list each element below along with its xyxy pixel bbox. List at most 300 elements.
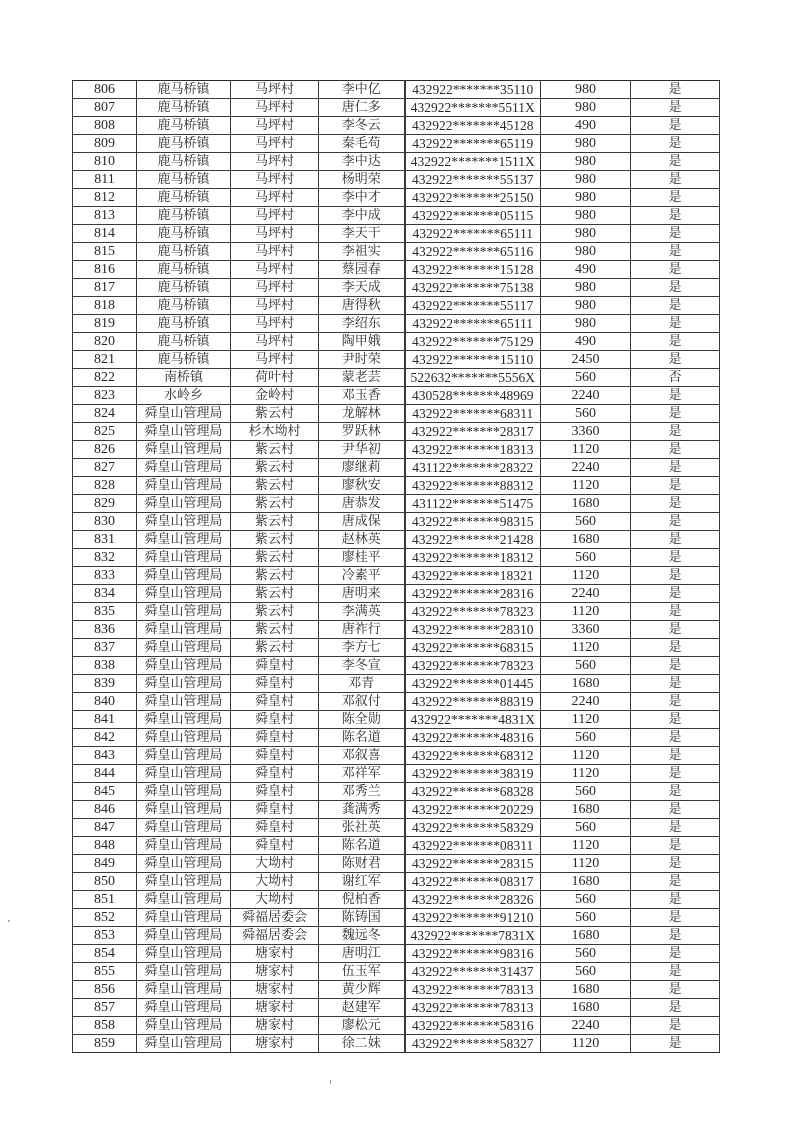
flag-cell: 是 xyxy=(631,441,720,459)
id-number-cell: 432922*******45128 xyxy=(405,117,541,135)
town-cell: 舜皇山管理局 xyxy=(137,657,231,675)
village-cell: 马坪村 xyxy=(231,261,319,279)
table-row xyxy=(73,873,720,891)
town-cell: 鹿马桥镇 xyxy=(137,153,231,171)
table-row xyxy=(73,603,720,621)
row-number: 845 xyxy=(73,783,137,801)
flag-cell: 是 xyxy=(631,711,720,729)
name-cell: 龙解林 xyxy=(319,405,405,423)
id-number-cell: 432922*******55137 xyxy=(405,171,541,189)
name-cell: 杨明荣 xyxy=(319,171,405,189)
row-number: 813 xyxy=(73,207,137,225)
village-cell: 舜福居委会 xyxy=(231,909,319,927)
table-row xyxy=(73,99,720,117)
row-number: 831 xyxy=(73,531,137,549)
row-number: 822 xyxy=(73,369,137,387)
amount-cell: 1120 xyxy=(541,837,631,855)
flag-cell: 是 xyxy=(631,117,720,135)
id-number-cell: 522632*******5556X xyxy=(405,369,541,387)
name-cell: 秦毛苟 xyxy=(319,135,405,153)
flag-cell: 是 xyxy=(631,891,720,909)
id-number-cell: 432922*******15110 xyxy=(405,351,541,369)
id-number-cell: 432922*******68311 xyxy=(405,405,541,423)
amount-cell: 3360 xyxy=(541,621,631,639)
amount-cell: 980 xyxy=(541,243,631,261)
table-row xyxy=(73,351,720,369)
table-row xyxy=(73,459,720,477)
row-number: 838 xyxy=(73,657,137,675)
row-number: 824 xyxy=(73,405,137,423)
town-cell: 舜皇山管理局 xyxy=(137,693,231,711)
village-cell: 紫云村 xyxy=(231,549,319,567)
town-cell: 舜皇山管理局 xyxy=(137,873,231,891)
village-cell: 马坪村 xyxy=(231,117,319,135)
name-cell: 张社英 xyxy=(319,819,405,837)
name-cell: 李天干 xyxy=(319,225,405,243)
amount-cell: 490 xyxy=(541,333,631,351)
flag-cell: 是 xyxy=(631,423,720,441)
village-cell: 金岭村 xyxy=(231,387,319,405)
id-number-cell: 432922*******28310 xyxy=(405,621,541,639)
village-cell: 马坪村 xyxy=(231,351,319,369)
amount-cell: 1120 xyxy=(541,567,631,585)
amount-cell: 560 xyxy=(541,891,631,909)
amount-cell: 1680 xyxy=(541,873,631,891)
amount-cell: 560 xyxy=(541,657,631,675)
town-cell: 舜皇山管理局 xyxy=(137,513,231,531)
town-cell: 舜皇山管理局 xyxy=(137,801,231,819)
town-cell: 舜皇山管理局 xyxy=(137,441,231,459)
village-cell: 紫云村 xyxy=(231,585,319,603)
amount-cell: 1120 xyxy=(541,603,631,621)
table-row xyxy=(73,963,720,981)
amount-cell: 1120 xyxy=(541,855,631,873)
flag-cell: 是 xyxy=(631,549,720,567)
town-cell: 鹿马桥镇 xyxy=(137,207,231,225)
village-cell: 舜皇村 xyxy=(231,837,319,855)
flag-cell: 是 xyxy=(631,729,720,747)
table-row xyxy=(73,999,720,1017)
id-number-cell: 432922*******18321 xyxy=(405,567,541,585)
amount-cell: 1120 xyxy=(541,747,631,765)
table-row xyxy=(73,495,720,513)
id-number-cell: 432922*******58327 xyxy=(405,1035,541,1053)
name-cell: 李冬云 xyxy=(319,117,405,135)
id-number-cell: 432922*******78323 xyxy=(405,657,541,675)
table-row xyxy=(73,279,720,297)
name-cell: 尹时荣 xyxy=(319,351,405,369)
flag-cell: 是 xyxy=(631,927,720,945)
row-number: 827 xyxy=(73,459,137,477)
scan-speck xyxy=(330,1080,331,1084)
amount-cell: 1120 xyxy=(541,477,631,495)
flag-cell: 是 xyxy=(631,657,720,675)
row-number: 807 xyxy=(73,99,137,117)
row-number: 843 xyxy=(73,747,137,765)
amount-cell: 980 xyxy=(541,189,631,207)
flag-cell: 是 xyxy=(631,945,720,963)
village-cell: 紫云村 xyxy=(231,495,319,513)
town-cell: 舜皇山管理局 xyxy=(137,891,231,909)
flag-cell: 是 xyxy=(631,621,720,639)
village-cell: 马坪村 xyxy=(231,315,319,333)
name-cell: 李方七 xyxy=(319,639,405,657)
flag-cell: 是 xyxy=(631,639,720,657)
amount-cell: 980 xyxy=(541,81,631,99)
town-cell: 舜皇山管理局 xyxy=(137,405,231,423)
table-row xyxy=(73,747,720,765)
amount-cell: 2240 xyxy=(541,693,631,711)
id-number-cell: 431122*******28322 xyxy=(405,459,541,477)
town-cell: 舜皇山管理局 xyxy=(137,423,231,441)
flag-cell: 是 xyxy=(631,387,720,405)
table-row xyxy=(73,765,720,783)
name-cell: 罗跃林 xyxy=(319,423,405,441)
town-cell: 舜皇山管理局 xyxy=(137,837,231,855)
flag-cell: 是 xyxy=(631,225,720,243)
row-number: 837 xyxy=(73,639,137,657)
row-number: 810 xyxy=(73,153,137,171)
row-number: 842 xyxy=(73,729,137,747)
amount-cell: 980 xyxy=(541,315,631,333)
town-cell: 鹿马桥镇 xyxy=(137,261,231,279)
name-cell: 唐祚行 xyxy=(319,621,405,639)
flag-cell: 是 xyxy=(631,459,720,477)
town-cell: 舜皇山管理局 xyxy=(137,639,231,657)
amount-cell: 1680 xyxy=(541,927,631,945)
id-number-cell: 432922*******68315 xyxy=(405,639,541,657)
table-row xyxy=(73,153,720,171)
amount-cell: 490 xyxy=(541,117,631,135)
town-cell: 舜皇山管理局 xyxy=(137,729,231,747)
flag-cell: 是 xyxy=(631,837,720,855)
village-cell: 舜皇村 xyxy=(231,801,319,819)
village-cell: 紫云村 xyxy=(231,441,319,459)
amount-cell: 1680 xyxy=(541,981,631,999)
name-cell: 李满英 xyxy=(319,603,405,621)
row-number: 809 xyxy=(73,135,137,153)
row-number: 849 xyxy=(73,855,137,873)
village-cell: 马坪村 xyxy=(231,243,319,261)
flag-cell: 是 xyxy=(631,765,720,783)
name-cell: 冷素平 xyxy=(319,567,405,585)
table-row xyxy=(73,639,720,657)
row-number: 829 xyxy=(73,495,137,513)
row-number: 853 xyxy=(73,927,137,945)
amount-cell: 1680 xyxy=(541,531,631,549)
table-row xyxy=(73,657,720,675)
town-cell: 鹿马桥镇 xyxy=(137,315,231,333)
village-cell: 马坪村 xyxy=(231,81,319,99)
amount-cell: 1120 xyxy=(541,441,631,459)
id-number-cell: 432922*******75138 xyxy=(405,279,541,297)
id-number-cell: 432922*******58329 xyxy=(405,819,541,837)
table-row xyxy=(73,297,720,315)
scan-speck xyxy=(8,920,10,922)
id-number-cell: 430528*******48969 xyxy=(405,387,541,405)
name-cell: 陈财君 xyxy=(319,855,405,873)
name-cell: 魏远冬 xyxy=(319,927,405,945)
village-cell: 紫云村 xyxy=(231,621,319,639)
id-number-cell: 432922*******28317 xyxy=(405,423,541,441)
town-cell: 鹿马桥镇 xyxy=(137,279,231,297)
town-cell: 舜皇山管理局 xyxy=(137,945,231,963)
table-row xyxy=(73,387,720,405)
id-number-cell: 432922*******18313 xyxy=(405,441,541,459)
village-cell: 塘家村 xyxy=(231,1035,319,1053)
id-number-cell: 432922*******78313 xyxy=(405,999,541,1017)
town-cell: 鹿马桥镇 xyxy=(137,243,231,261)
name-cell: 李中亿 xyxy=(319,81,405,99)
name-cell: 倪柏香 xyxy=(319,891,405,909)
amount-cell: 1680 xyxy=(541,675,631,693)
flag-cell: 否 xyxy=(631,369,720,387)
name-cell: 陈全勋 xyxy=(319,711,405,729)
town-cell: 舜皇山管理局 xyxy=(137,567,231,585)
flag-cell: 是 xyxy=(631,405,720,423)
town-cell: 舜皇山管理局 xyxy=(137,765,231,783)
amount-cell: 560 xyxy=(541,819,631,837)
table-row xyxy=(73,693,720,711)
name-cell: 陈铸国 xyxy=(319,909,405,927)
row-number: 818 xyxy=(73,297,137,315)
town-cell: 舜皇山管理局 xyxy=(137,981,231,999)
flag-cell: 是 xyxy=(631,747,720,765)
name-cell: 李祖实 xyxy=(319,243,405,261)
row-number: 808 xyxy=(73,117,137,135)
row-number: 851 xyxy=(73,891,137,909)
amount-cell: 2240 xyxy=(541,459,631,477)
amount-cell: 980 xyxy=(541,297,631,315)
village-cell: 大坳村 xyxy=(231,873,319,891)
town-cell: 鹿马桥镇 xyxy=(137,99,231,117)
name-cell: 李绍东 xyxy=(319,315,405,333)
table-row xyxy=(73,1035,720,1053)
table-row xyxy=(73,513,720,531)
town-cell: 舜皇山管理局 xyxy=(137,1017,231,1035)
flag-cell: 是 xyxy=(631,819,720,837)
table-row xyxy=(73,729,720,747)
table-row xyxy=(73,315,720,333)
village-cell: 舜皇村 xyxy=(231,711,319,729)
table-row xyxy=(73,1017,720,1035)
row-number: 859 xyxy=(73,1035,137,1053)
town-cell: 舜皇山管理局 xyxy=(137,531,231,549)
name-cell: 赵林英 xyxy=(319,531,405,549)
town-cell: 舜皇山管理局 xyxy=(137,783,231,801)
id-number-cell: 432922*******98316 xyxy=(405,945,541,963)
name-cell: 谢红军 xyxy=(319,873,405,891)
amount-cell: 3360 xyxy=(541,423,631,441)
village-cell: 舜皇村 xyxy=(231,765,319,783)
id-number-cell: 432922*******05115 xyxy=(405,207,541,225)
village-cell: 舜皇村 xyxy=(231,747,319,765)
town-cell: 舜皇山管理局 xyxy=(137,585,231,603)
flag-cell: 是 xyxy=(631,297,720,315)
id-number-cell: 432922*******28315 xyxy=(405,855,541,873)
village-cell: 紫云村 xyxy=(231,459,319,477)
village-cell: 舜皇村 xyxy=(231,783,319,801)
id-number-cell: 432922*******48316 xyxy=(405,729,541,747)
amount-cell: 1120 xyxy=(541,1035,631,1053)
village-cell: 塘家村 xyxy=(231,999,319,1017)
village-cell: 马坪村 xyxy=(231,171,319,189)
flag-cell: 是 xyxy=(631,675,720,693)
amount-cell: 980 xyxy=(541,279,631,297)
table-row xyxy=(73,441,720,459)
table-row xyxy=(73,333,720,351)
table-row xyxy=(73,891,720,909)
id-number-cell: 432922*******38319 xyxy=(405,765,541,783)
town-cell: 舜皇山管理局 xyxy=(137,495,231,513)
row-number: 848 xyxy=(73,837,137,855)
row-number: 830 xyxy=(73,513,137,531)
table-row xyxy=(73,711,720,729)
village-cell: 马坪村 xyxy=(231,189,319,207)
town-cell: 舜皇山管理局 xyxy=(137,909,231,927)
table-row xyxy=(73,171,720,189)
name-cell: 尹华初 xyxy=(319,441,405,459)
amount-cell: 560 xyxy=(541,945,631,963)
village-cell: 塘家村 xyxy=(231,1017,319,1035)
flag-cell: 是 xyxy=(631,909,720,927)
name-cell: 李中成 xyxy=(319,207,405,225)
name-cell: 邓青 xyxy=(319,675,405,693)
table-row xyxy=(73,567,720,585)
row-number: 833 xyxy=(73,567,137,585)
village-cell: 舜皇村 xyxy=(231,729,319,747)
name-cell: 唐仁多 xyxy=(319,99,405,117)
village-cell: 紫云村 xyxy=(231,567,319,585)
id-number-cell: 432922*******91210 xyxy=(405,909,541,927)
id-number-cell: 432922*******1511X xyxy=(405,153,541,171)
id-number-cell: 432922*******65111 xyxy=(405,225,541,243)
amount-cell: 1680 xyxy=(541,999,631,1017)
name-cell: 邓玉香 xyxy=(319,387,405,405)
name-cell: 唐得秋 xyxy=(319,297,405,315)
id-number-cell: 432922*******88312 xyxy=(405,477,541,495)
town-cell: 舜皇山管理局 xyxy=(137,1035,231,1053)
table-row xyxy=(73,549,720,567)
row-number: 832 xyxy=(73,549,137,567)
table-row xyxy=(73,117,720,135)
row-number: 840 xyxy=(73,693,137,711)
flag-cell: 是 xyxy=(631,585,720,603)
flag-cell: 是 xyxy=(631,495,720,513)
amount-cell: 560 xyxy=(541,963,631,981)
amount-cell: 490 xyxy=(541,261,631,279)
id-number-cell: 432922*******78313 xyxy=(405,981,541,999)
id-number-cell: 432922*******98315 xyxy=(405,513,541,531)
amount-cell: 980 xyxy=(541,135,631,153)
village-cell: 大坳村 xyxy=(231,891,319,909)
row-number: 858 xyxy=(73,1017,137,1035)
amount-cell: 2240 xyxy=(541,387,631,405)
flag-cell: 是 xyxy=(631,513,720,531)
table-row xyxy=(73,531,720,549)
flag-cell: 是 xyxy=(631,531,720,549)
id-number-cell: 432922*******88319 xyxy=(405,693,541,711)
village-cell: 塘家村 xyxy=(231,981,319,999)
row-number: 820 xyxy=(73,333,137,351)
name-cell: 伍玉军 xyxy=(319,963,405,981)
name-cell: 唐恭发 xyxy=(319,495,405,513)
flag-cell: 是 xyxy=(631,243,720,261)
amount-cell: 1680 xyxy=(541,801,631,819)
id-number-cell: 432922*******68312 xyxy=(405,747,541,765)
name-cell: 李天成 xyxy=(319,279,405,297)
flag-cell: 是 xyxy=(631,171,720,189)
village-cell: 紫云村 xyxy=(231,477,319,495)
id-number-cell: 431122*******51475 xyxy=(405,495,541,513)
village-cell: 马坪村 xyxy=(231,99,319,117)
town-cell: 舜皇山管理局 xyxy=(137,549,231,567)
town-cell: 舜皇山管理局 xyxy=(137,477,231,495)
table-row xyxy=(73,261,720,279)
table-row xyxy=(73,837,720,855)
village-cell: 马坪村 xyxy=(231,297,319,315)
id-number-cell: 432922*******20229 xyxy=(405,801,541,819)
village-cell: 马坪村 xyxy=(231,333,319,351)
village-cell: 紫云村 xyxy=(231,513,319,531)
name-cell: 陈名道 xyxy=(319,837,405,855)
flag-cell: 是 xyxy=(631,981,720,999)
name-cell: 廖松元 xyxy=(319,1017,405,1035)
row-number: 817 xyxy=(73,279,137,297)
village-cell: 马坪村 xyxy=(231,225,319,243)
id-number-cell: 432922*******31437 xyxy=(405,963,541,981)
flag-cell: 是 xyxy=(631,189,720,207)
amount-cell: 1120 xyxy=(541,765,631,783)
name-cell: 唐成保 xyxy=(319,513,405,531)
town-cell: 舜皇山管理局 xyxy=(137,621,231,639)
name-cell: 邓祥军 xyxy=(319,765,405,783)
flag-cell: 是 xyxy=(631,1017,720,1035)
amount-cell: 980 xyxy=(541,171,631,189)
row-number: 854 xyxy=(73,945,137,963)
row-number: 857 xyxy=(73,999,137,1017)
id-number-cell: 432922*******15128 xyxy=(405,261,541,279)
amount-cell: 560 xyxy=(541,909,631,927)
name-cell: 黄少辉 xyxy=(319,981,405,999)
village-cell: 大坳村 xyxy=(231,855,319,873)
name-cell: 廖继莉 xyxy=(319,459,405,477)
row-number: 847 xyxy=(73,819,137,837)
town-cell: 鹿马桥镇 xyxy=(137,297,231,315)
town-cell: 鹿马桥镇 xyxy=(137,171,231,189)
name-cell: 赵建军 xyxy=(319,999,405,1017)
id-number-cell: 432922*******28316 xyxy=(405,585,541,603)
name-cell: 李中达 xyxy=(319,153,405,171)
village-cell: 荷叶村 xyxy=(231,369,319,387)
amount-cell: 1120 xyxy=(541,639,631,657)
id-number-cell: 432922*******28326 xyxy=(405,891,541,909)
town-cell: 鹿马桥镇 xyxy=(137,225,231,243)
table-row xyxy=(73,585,720,603)
village-cell: 紫云村 xyxy=(231,603,319,621)
flag-cell: 是 xyxy=(631,279,720,297)
name-cell: 蔡园春 xyxy=(319,261,405,279)
id-number-cell: 432922*******5511X xyxy=(405,99,541,117)
amount-cell: 560 xyxy=(541,405,631,423)
village-cell: 紫云村 xyxy=(231,405,319,423)
town-cell: 舜皇山管理局 xyxy=(137,675,231,693)
flag-cell: 是 xyxy=(631,99,720,117)
row-number: 844 xyxy=(73,765,137,783)
flag-cell: 是 xyxy=(631,153,720,171)
flag-cell: 是 xyxy=(631,801,720,819)
row-number: 826 xyxy=(73,441,137,459)
